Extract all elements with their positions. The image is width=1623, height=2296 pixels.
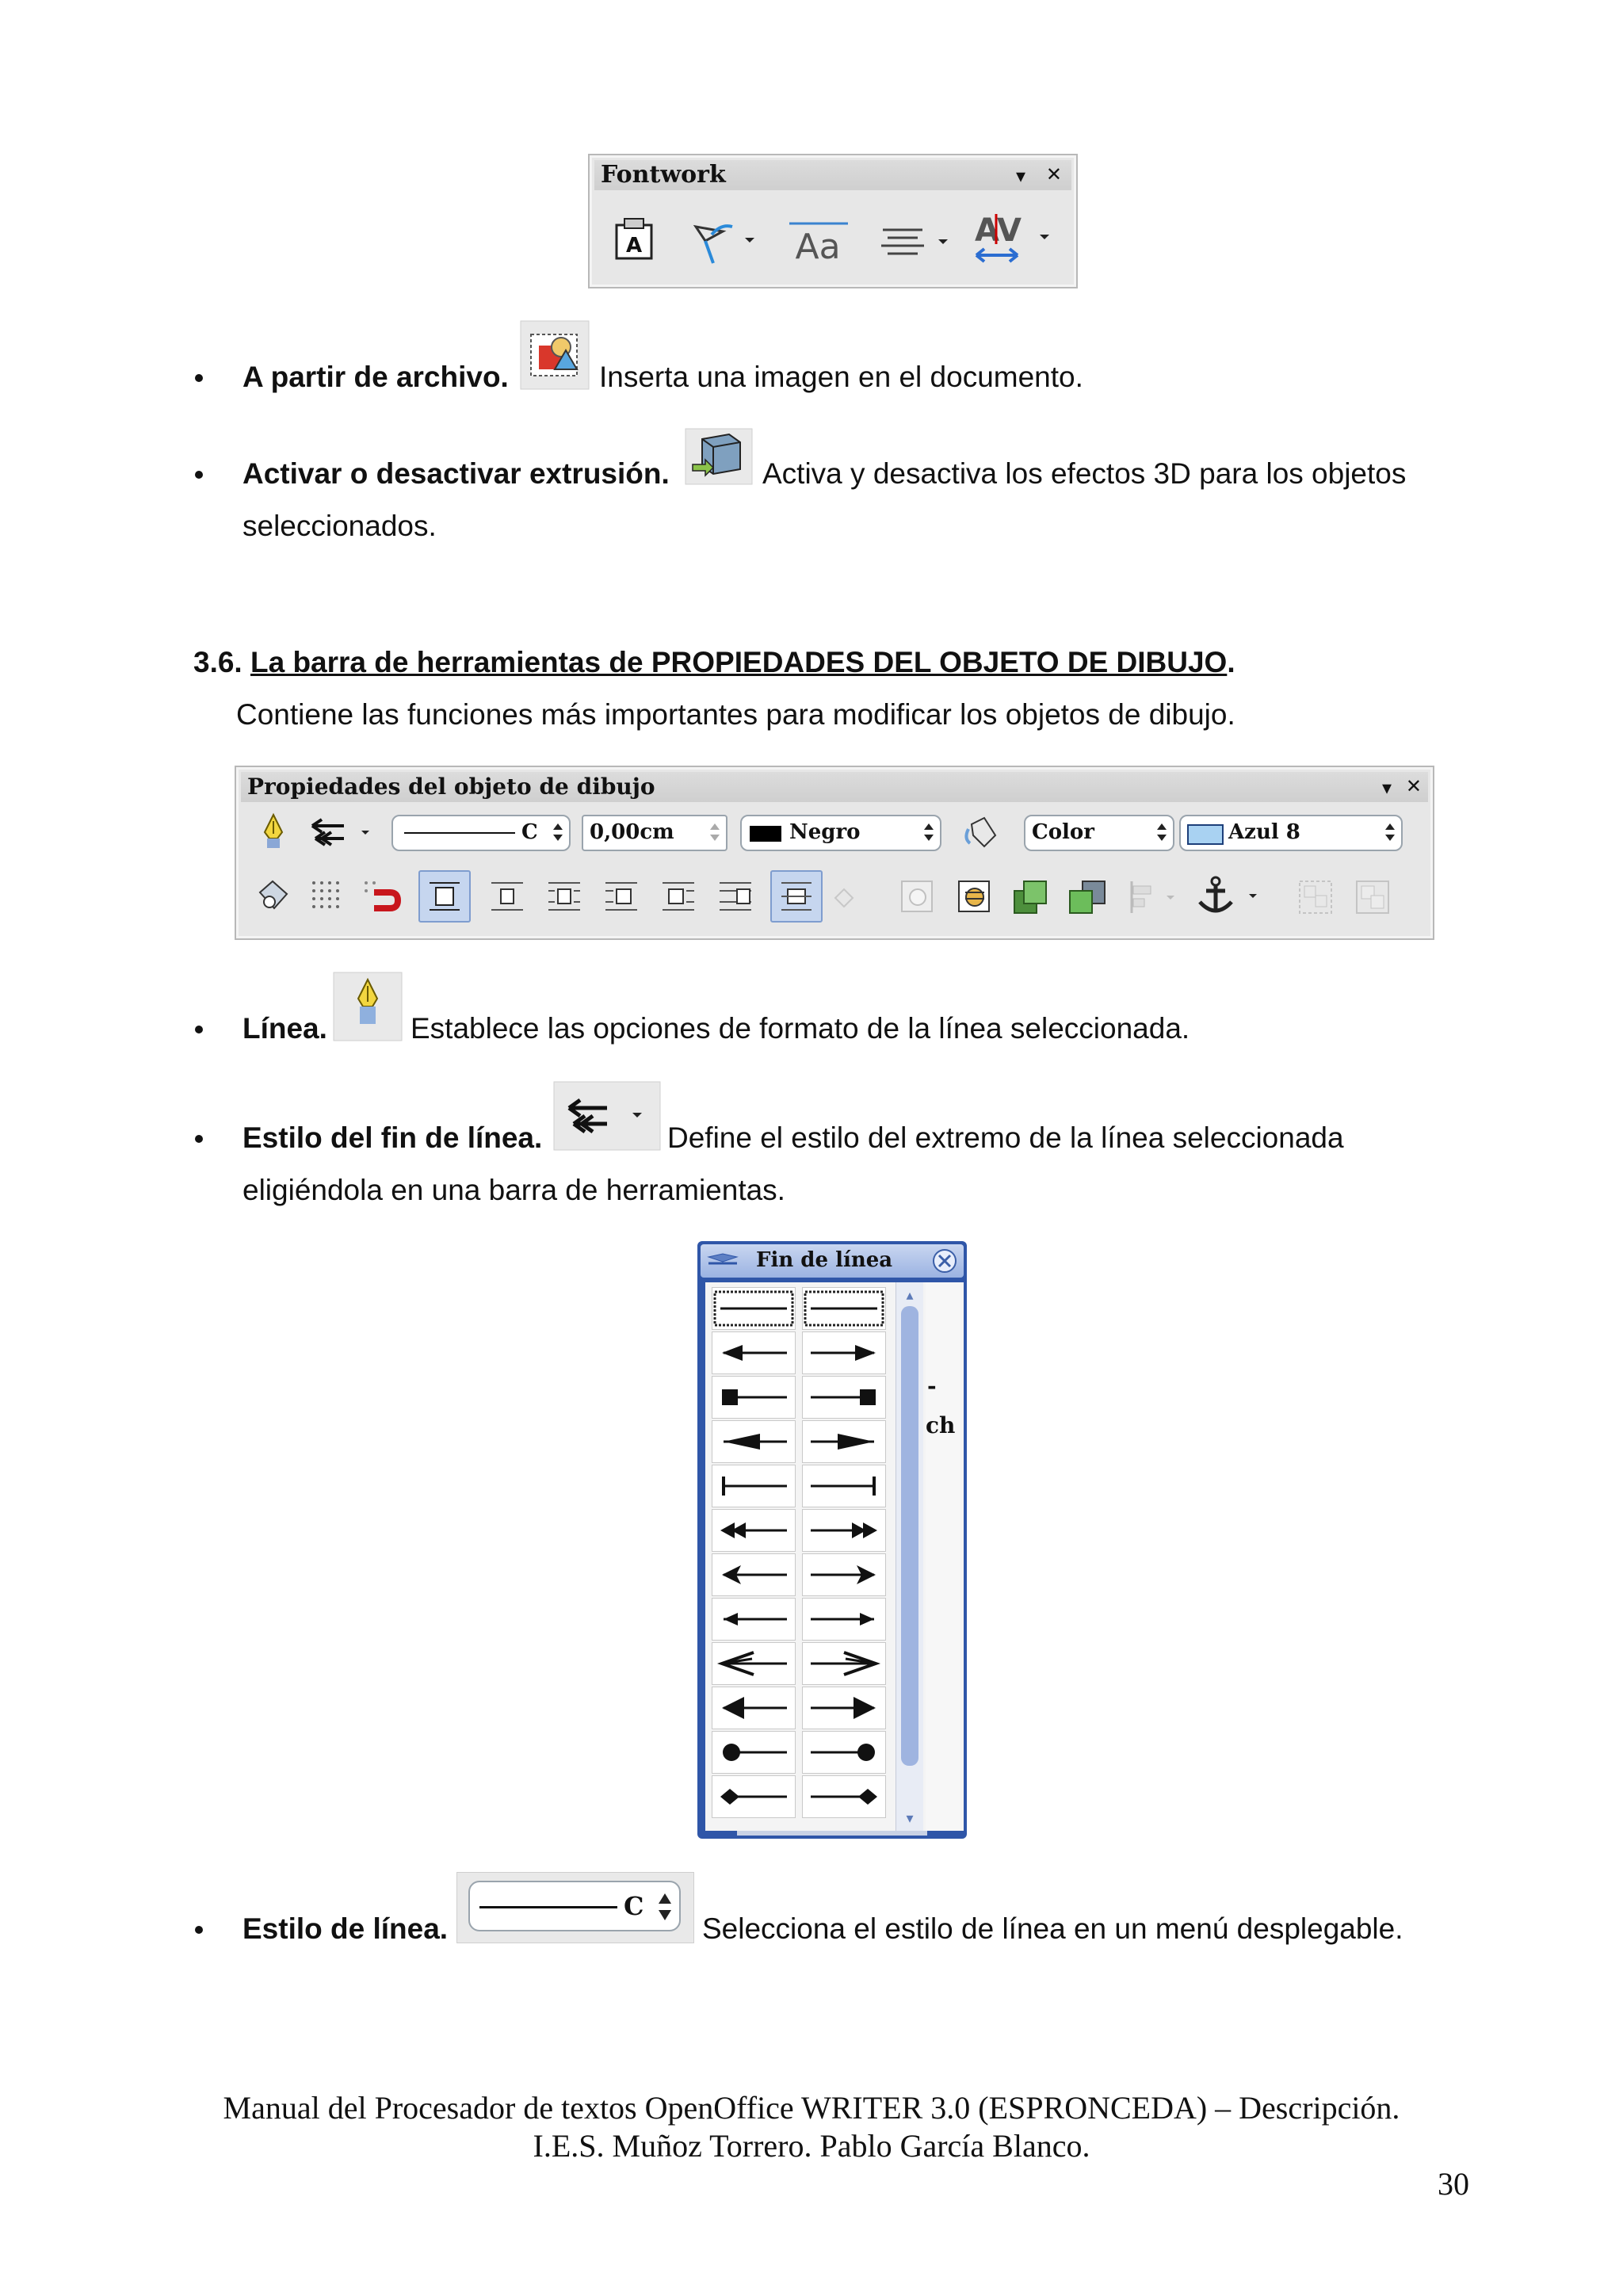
line-end-option[interactable] (802, 1420, 886, 1463)
bullet-desc: Define el estilo del extremo de la línea seleccionada (667, 1121, 1344, 1154)
line-style-select[interactable] (391, 815, 571, 851)
wrap-left-icon[interactable] (604, 880, 639, 913)
line-end-option[interactable] (712, 1465, 796, 1507)
spin-arrows-icon[interactable] (550, 819, 566, 845)
area-fill-value: Azul 8 (1228, 820, 1300, 844)
palette-bottom-edge (737, 1831, 927, 1836)
line-end-bar-icon (712, 1465, 795, 1507)
line-end-open-icon (712, 1643, 795, 1684)
page-number: 30 (1438, 2166, 1469, 2202)
line-end-circle-icon (803, 1732, 885, 1773)
bullet-desc-continuation: seleccionados. (242, 510, 437, 542)
fontwork-alignment-icon[interactable] (878, 222, 957, 265)
area-icon[interactable] (960, 812, 1002, 853)
bullet-desc: Inserta una imagen en el documento. (599, 361, 1083, 393)
line-end-option[interactable] (712, 1687, 796, 1729)
bullet-line-style (242, 1912, 448, 1946)
bullet-term: Activar o desactivar extrusión. (242, 457, 670, 490)
line-style-value: C (624, 1891, 644, 1921)
line-end-option[interactable] (802, 1731, 886, 1774)
bullet-dot (195, 471, 203, 479)
scroll-down-icon[interactable]: ▾ (906, 1810, 914, 1826)
line-end-option[interactable] (802, 1376, 886, 1419)
line-style-preview (479, 1906, 617, 1908)
line-end-bar-icon (803, 1465, 885, 1507)
arrow-style-icon[interactable] (307, 815, 376, 850)
line-end-none-icon (712, 1288, 795, 1329)
group-disabled-icon (1296, 878, 1336, 916)
fontwork-same-letter-heights-icon[interactable] (786, 216, 851, 266)
line-end-arrow-icon (712, 1554, 795, 1595)
fontwork-gallery-icon[interactable] (612, 216, 656, 263)
fontwork-character-spacing-icon[interactable] (970, 211, 1057, 266)
close-icon[interactable] (930, 1247, 959, 1274)
section-title: La barra de herramientas de PROPIEDADES DEL OBJETO DE DIBUJO (250, 646, 1228, 678)
line-end-option[interactable] (712, 1331, 796, 1374)
line-end-square-icon (803, 1377, 885, 1418)
spin-arrows-icon (655, 1889, 674, 1925)
line-color-value: Negro (789, 820, 861, 844)
bullet-desc-continuation: eligiéndola en una barra de herramientas. (242, 1174, 785, 1206)
send-backward-icon[interactable] (1067, 878, 1108, 916)
line-end-option[interactable] (712, 1376, 796, 1419)
line-end-option[interactable] (712, 1287, 796, 1330)
line-style-value: C (521, 820, 538, 844)
line-end-smallarrow-icon (803, 1599, 885, 1640)
line-end-open-icon (803, 1643, 885, 1684)
svg-text:Aa: Aa (795, 227, 841, 266)
bullet-dot (195, 1926, 203, 1934)
interaction-icon[interactable] (255, 877, 293, 915)
bullet-dot (195, 1135, 203, 1143)
scroll-up-icon[interactable]: ▴ (906, 1287, 914, 1303)
line-end-double-icon (803, 1510, 885, 1551)
line-end-option[interactable] (802, 1509, 886, 1552)
toolbar-menu-icon[interactable]: ▾ (1015, 165, 1025, 187)
footer-line-2: I.E.S. Muñoz Torrero. Pablo García Blanco. (533, 2128, 1090, 2164)
scrollbar[interactable] (896, 1282, 923, 1831)
anchor-icon[interactable] (1195, 875, 1266, 918)
spin-arrows-icon[interactable] (1382, 819, 1398, 845)
area-fill-select[interactable] (1179, 815, 1403, 851)
area-style-select[interactable] (1024, 815, 1174, 851)
bullet-desc: Establece las opciones de formato de la línea seleccionada. (411, 1012, 1190, 1045)
line-end-option[interactable] (712, 1598, 796, 1641)
snap-magnet-icon[interactable] (361, 878, 404, 915)
line-style-control (456, 1872, 694, 1943)
palette-titlebar (701, 1244, 964, 1278)
line-end-option[interactable] (802, 1553, 886, 1596)
line-end-wide-icon (712, 1687, 795, 1729)
palette-menu-icon[interactable] (707, 1252, 739, 1270)
wrap-right-icon[interactable] (661, 880, 696, 913)
line-width-value: 0,00cm (590, 820, 674, 844)
contour-disabled-icon (832, 886, 856, 910)
spin-arrows-icon[interactable] (921, 819, 937, 845)
bring-forward-icon[interactable] (1011, 878, 1051, 916)
line-end-option[interactable] (802, 1598, 886, 1641)
fontwork-toolbar-title: Fontwork (594, 160, 1071, 190)
line-end-longtri-icon (712, 1421, 795, 1462)
alignment-disabled-icon (1127, 878, 1179, 916)
spin-arrows-icon[interactable] (1154, 819, 1170, 845)
spin-arrows-icon[interactable] (707, 819, 723, 845)
close-icon[interactable]: ✕ (1405, 775, 1422, 797)
line-icon[interactable] (257, 812, 290, 853)
send-to-back-icon[interactable] (956, 878, 994, 916)
drawing-object-properties-toolbar (235, 766, 1434, 940)
svg-text:V: V (997, 212, 1022, 249)
section-title-period: . (1227, 646, 1235, 678)
line-end-arrow-icon (803, 1554, 885, 1595)
line-end-option[interactable] (712, 1731, 796, 1774)
line-end-square-icon (712, 1377, 795, 1418)
bullet-term: Línea. (242, 1012, 327, 1045)
line-end-option[interactable] (802, 1687, 886, 1729)
bullet-from-file (242, 360, 509, 395)
bullet-term: Estilo del fin de línea. (242, 1121, 543, 1154)
line-end-longtri-icon (803, 1421, 885, 1462)
background-text: - (927, 1373, 937, 1399)
bullet-line-end-style (242, 1121, 542, 1156)
extrusion-toggle-icon (685, 428, 753, 485)
toolbar-menu-icon[interactable]: ▾ (1381, 777, 1392, 799)
insert-from-file-icon (520, 320, 590, 390)
footer-line-1: Manual del Procesador de textos OpenOffice WRITER 3.0 (ESPRONCEDA) – Descripción. (223, 2090, 1400, 2126)
bullet-dot (195, 374, 203, 382)
ungroup-disabled-icon (1354, 878, 1393, 916)
bullet-desc: Selecciona el estilo de línea en un menú desplegable. (702, 1912, 1403, 1945)
area-style-value: Color (1032, 820, 1094, 844)
line-end-diamond-icon (803, 1776, 885, 1817)
wrap-off-button[interactable] (418, 870, 471, 923)
wrap-through-icon[interactable] (718, 880, 753, 913)
bring-to-front-disabled-icon (899, 878, 937, 916)
scroll-thumb[interactable] (901, 1306, 918, 1766)
line-end-option[interactable] (802, 1775, 886, 1818)
wrap-page-icon[interactable] (490, 880, 525, 913)
line-end-diamond-icon (712, 1776, 795, 1817)
wrap-parallel-icon[interactable] (547, 880, 582, 913)
line-end-triangle-icon (712, 1332, 795, 1373)
arrow-style-icon (553, 1081, 661, 1151)
bullet-dot (195, 1026, 203, 1033)
line-style-select (468, 1881, 681, 1931)
palette-grid (708, 1286, 892, 1828)
bullet-term: Estilo de línea. (242, 1912, 449, 1945)
background-text: ch (926, 1412, 956, 1438)
fontwork-toolbar (588, 154, 1078, 288)
line-end-option[interactable] (712, 1775, 796, 1818)
area-fill-swatch (1187, 824, 1224, 845)
line-end-triangle-icon (803, 1332, 885, 1373)
bullet-term: A partir de archivo. (242, 361, 509, 393)
background-window (926, 1282, 960, 1831)
palette-title: Fin de línea (756, 1248, 893, 1272)
line-width-field[interactable] (582, 815, 727, 851)
line-end-wide-icon (803, 1687, 885, 1729)
wrap-off-icon (428, 880, 461, 913)
line-end-option[interactable] (712, 1420, 796, 1463)
wrap-background-icon (780, 880, 813, 913)
section-heading (193, 645, 1235, 680)
toolbar-row-2 (250, 869, 1423, 924)
line-end-circle-icon (712, 1732, 795, 1773)
line-end-option[interactable] (802, 1465, 886, 1507)
line-color-select[interactable] (740, 815, 941, 851)
line-end-option[interactable] (712, 1553, 796, 1596)
line-ends-palette (697, 1241, 967, 1839)
svg-text:A: A (625, 234, 643, 258)
line-end-option[interactable] (802, 1287, 886, 1330)
fontwork-shape-icon[interactable] (691, 216, 762, 266)
line-color-swatch (750, 826, 781, 842)
svg-text:A: A (975, 212, 999, 249)
line-icon (333, 972, 403, 1041)
line-end-double-icon (712, 1510, 795, 1551)
line-end-option[interactable] (712, 1642, 796, 1685)
bullet-extrusion (242, 457, 670, 491)
section-intro: Contiene las funciones más importantes para modificar los objetos de dibujo. (236, 698, 1235, 731)
wrap-background-button[interactable] (770, 870, 823, 923)
properties-toolbar-title: Propiedades del objeto de dibujo (241, 772, 1428, 802)
line-end-option[interactable] (712, 1509, 796, 1552)
bullet-desc: Activa y desactiva los efectos 3D para los objetos (762, 457, 1407, 490)
close-icon[interactable]: ✕ (1045, 163, 1062, 185)
line-end-option[interactable] (802, 1331, 886, 1374)
grid-points-icon[interactable] (309, 878, 346, 915)
line-style-preview (404, 832, 515, 834)
bullet-line (242, 1011, 327, 1046)
section-number: 3.6. (193, 646, 242, 678)
palette-body (705, 1282, 964, 1831)
line-end-none-icon (803, 1288, 885, 1329)
line-end-option[interactable] (802, 1642, 886, 1685)
line-end-smallarrow-icon (712, 1599, 795, 1640)
